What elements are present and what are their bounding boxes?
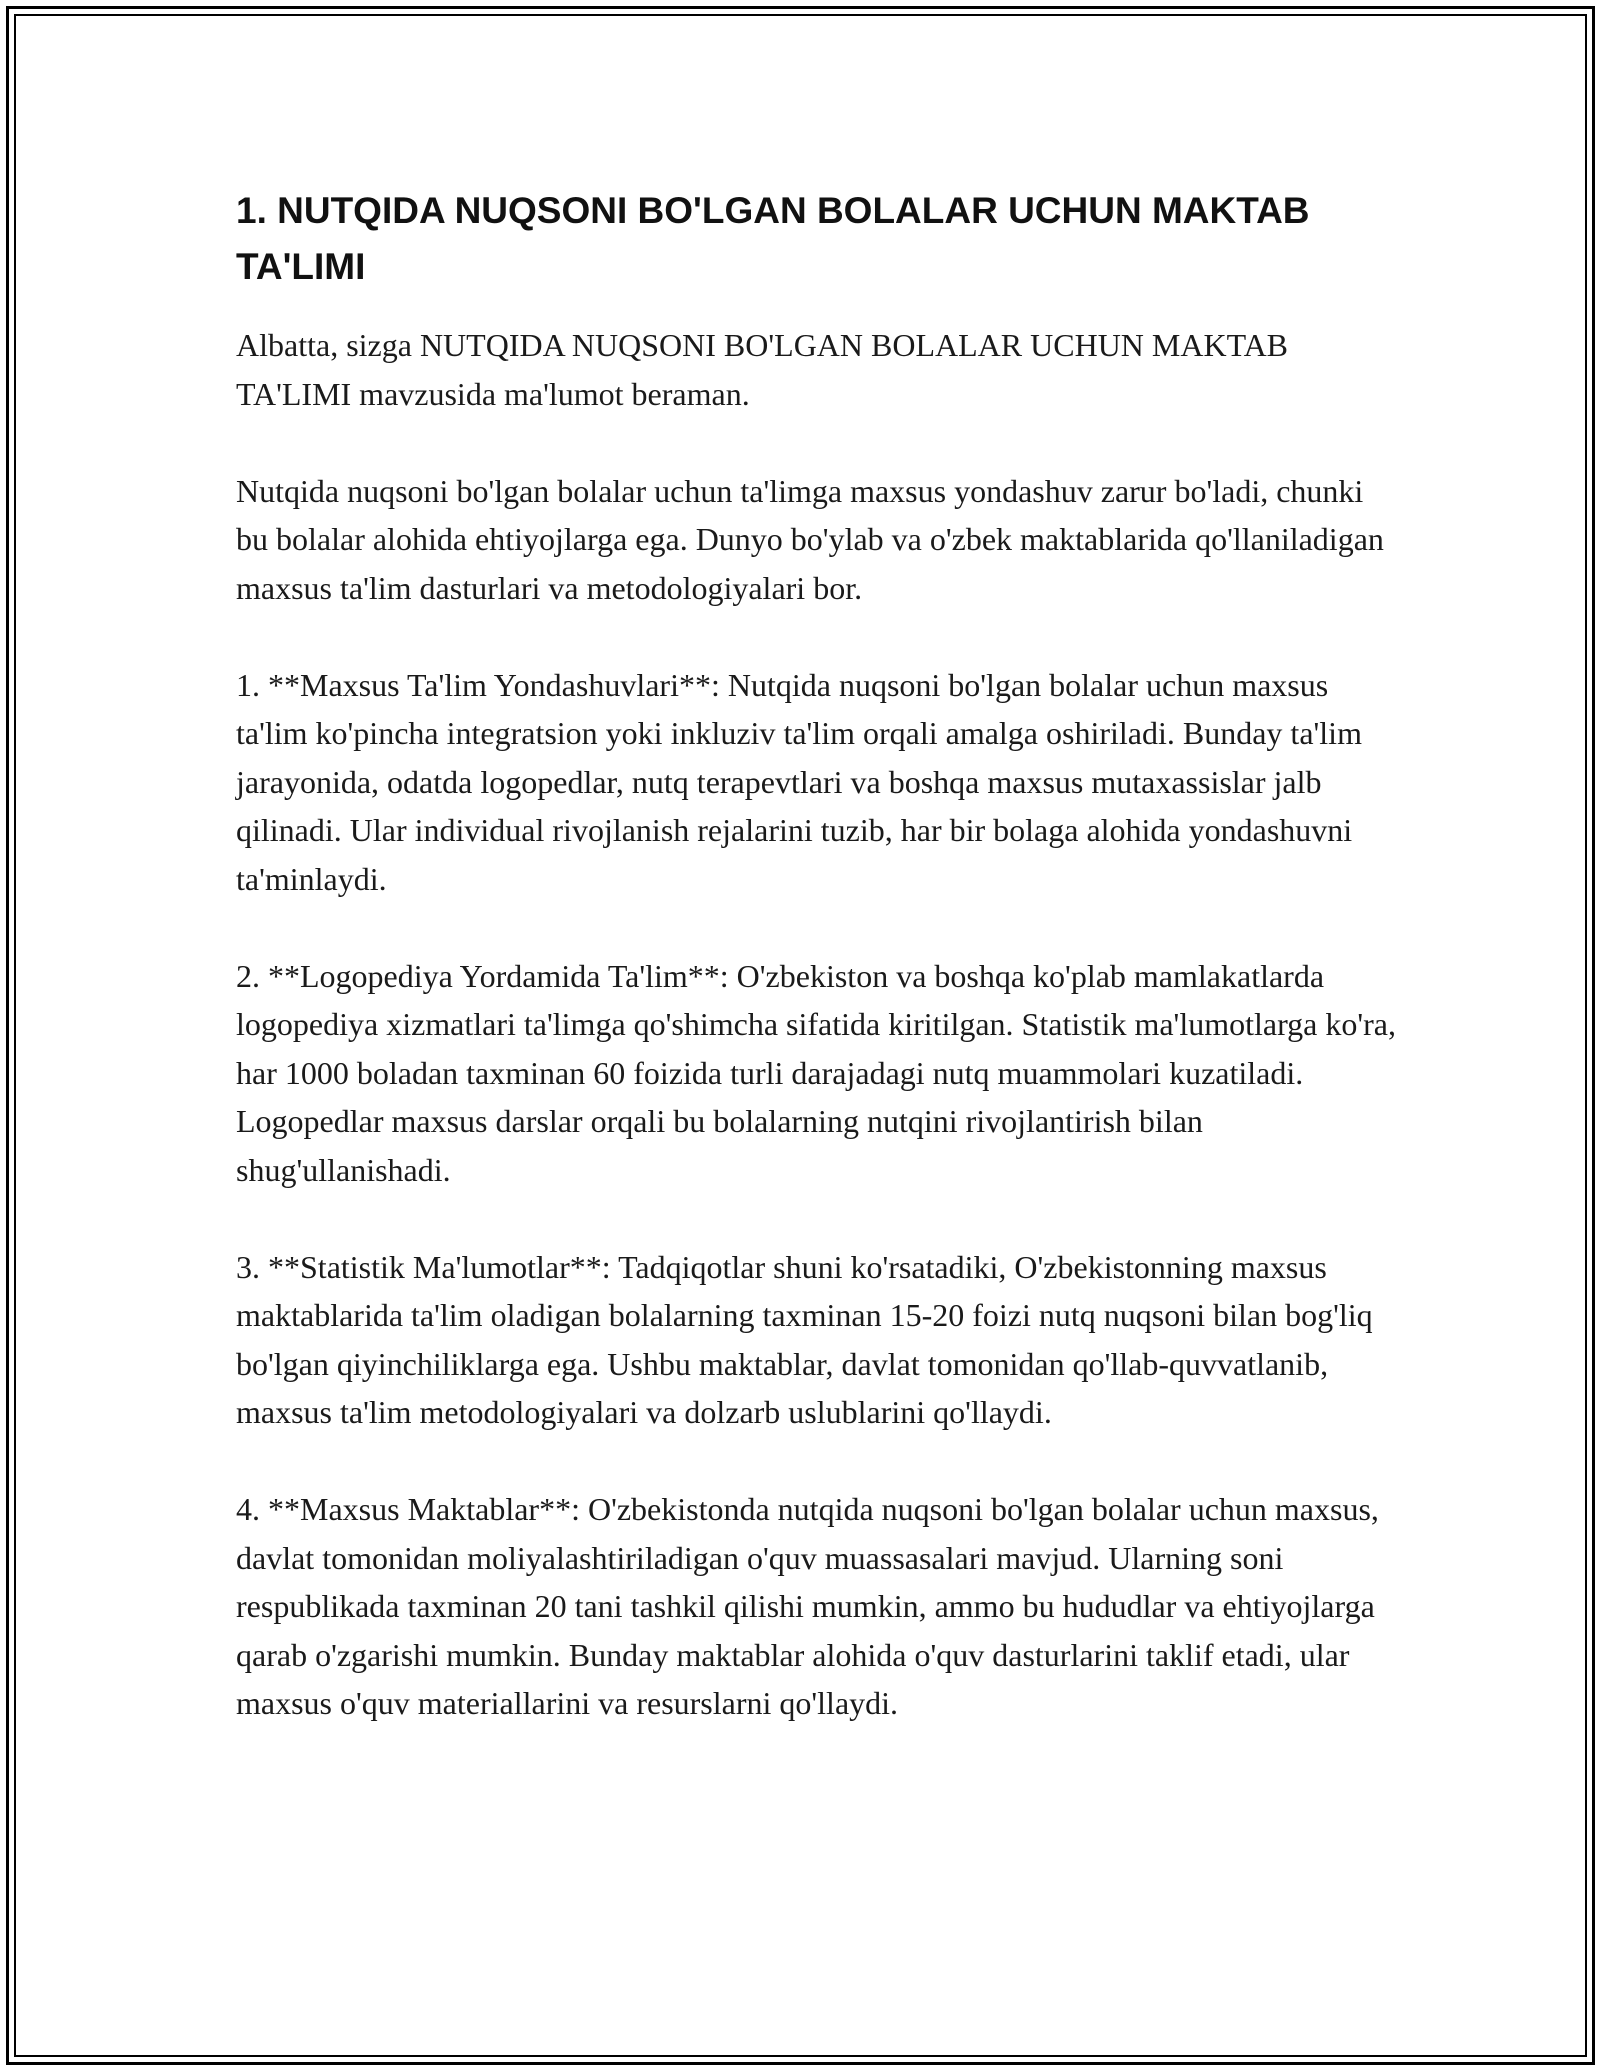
document-title: 1. NUTQIDA NUQSONI BO'LGAN BOLALAR UCHUN MAKTAB TA'LIMI xyxy=(236,190,1310,287)
point-1-paragraph: 1. **Maxsus Ta'lim Yondashuvlari**: Nutqida nuqsoni bo'lgan bolalar uchun maxsus ta'lim ko'pincha integratsion yoki inkluziv ta'lim orqali amalga oshiriladi. Bunday ta'lim jarayonida, odatda logopedlar, nutq terapevtlari va boshqa maxsus mutaxassislar jalb qilinadi. Ular individual rivojlanish rejalarini tuzib, har bir bolaga alohida yondashuvni ta'minlaydi. xyxy=(236,666,1362,897)
overview-paragraph: Nutqida nuqsoni bo'lgan bolalar uchun ta'limga maxsus yondashuv zarur bo'ladi, chunki bu bolalar alohida ehtiyojlarga ega. Dunyo bo'ylab va o'zbek maktablarida qo'llaniladigan maxsus ta'lim dasturlari va metodologiyalari bor. xyxy=(236,472,1384,606)
point-3-paragraph: 3. **Statistik Ma'lumotlar**: Tadqiqotlar shuni ko'rsatadiki, O'zbekistonning maxsus maktablarida ta'lim oladigan bolalarning taxminan 15-20 foizi nutq nuqsoni bilan bog'liq bo'lgan qiyinchiliklarga ega. Ushbu maktablar, davlat tomonidan qo'llab-quvvatlanib, maxsus ta'lim metodologiyalari va dolzarb uslublarini qo'llaydi. xyxy=(236,1248,1373,1430)
document-body xyxy=(236,183,1396,1776)
point-4-paragraph: 4. **Maxsus Maktablar**: O'zbekistonda nutqida nuqsoni bo'lgan bolalar uchun maxsus, davlat tomonidan moliyalashtiriladigan o'quv muassasalari mavjud. Ularning soni respublikada taxminan 20 tani tashkil qilishi mumkin, ammo bu hududlar va ehtiyojlarga qarab o'zgarishi mumkin. Bunday maktablar alohida o'quv dasturlarini taklif etadi, ular maxsus o'quv materiallarini va resurslarni qo'llaydi. xyxy=(236,1491,1379,1721)
intro-paragraph: Albatta, sizga NUTQIDA NUQSONI BO'LGAN BOLALAR UCHUN MAKTAB TA'LIMI mavzusida ma'lumot beraman. xyxy=(236,327,1289,412)
point-2-paragraph: 2. **Logopediya Yordamida Ta'lim**: O'zbekiston va boshqa ko'plab mamlakatlarda logopediya xizmatlari ta'limga qo'shimcha sifatida kiritilgan. Statistik ma'lumotlarga ko'ra, har 1000 boladan taxminan 60 foizida turli darajadagi nutq muammolari kuzatiladi. Logopedlar maxsus darslar orqali bu bolalarning nutqini rivojlantirish bilan shug'ullanishadi. xyxy=(236,957,1396,1188)
